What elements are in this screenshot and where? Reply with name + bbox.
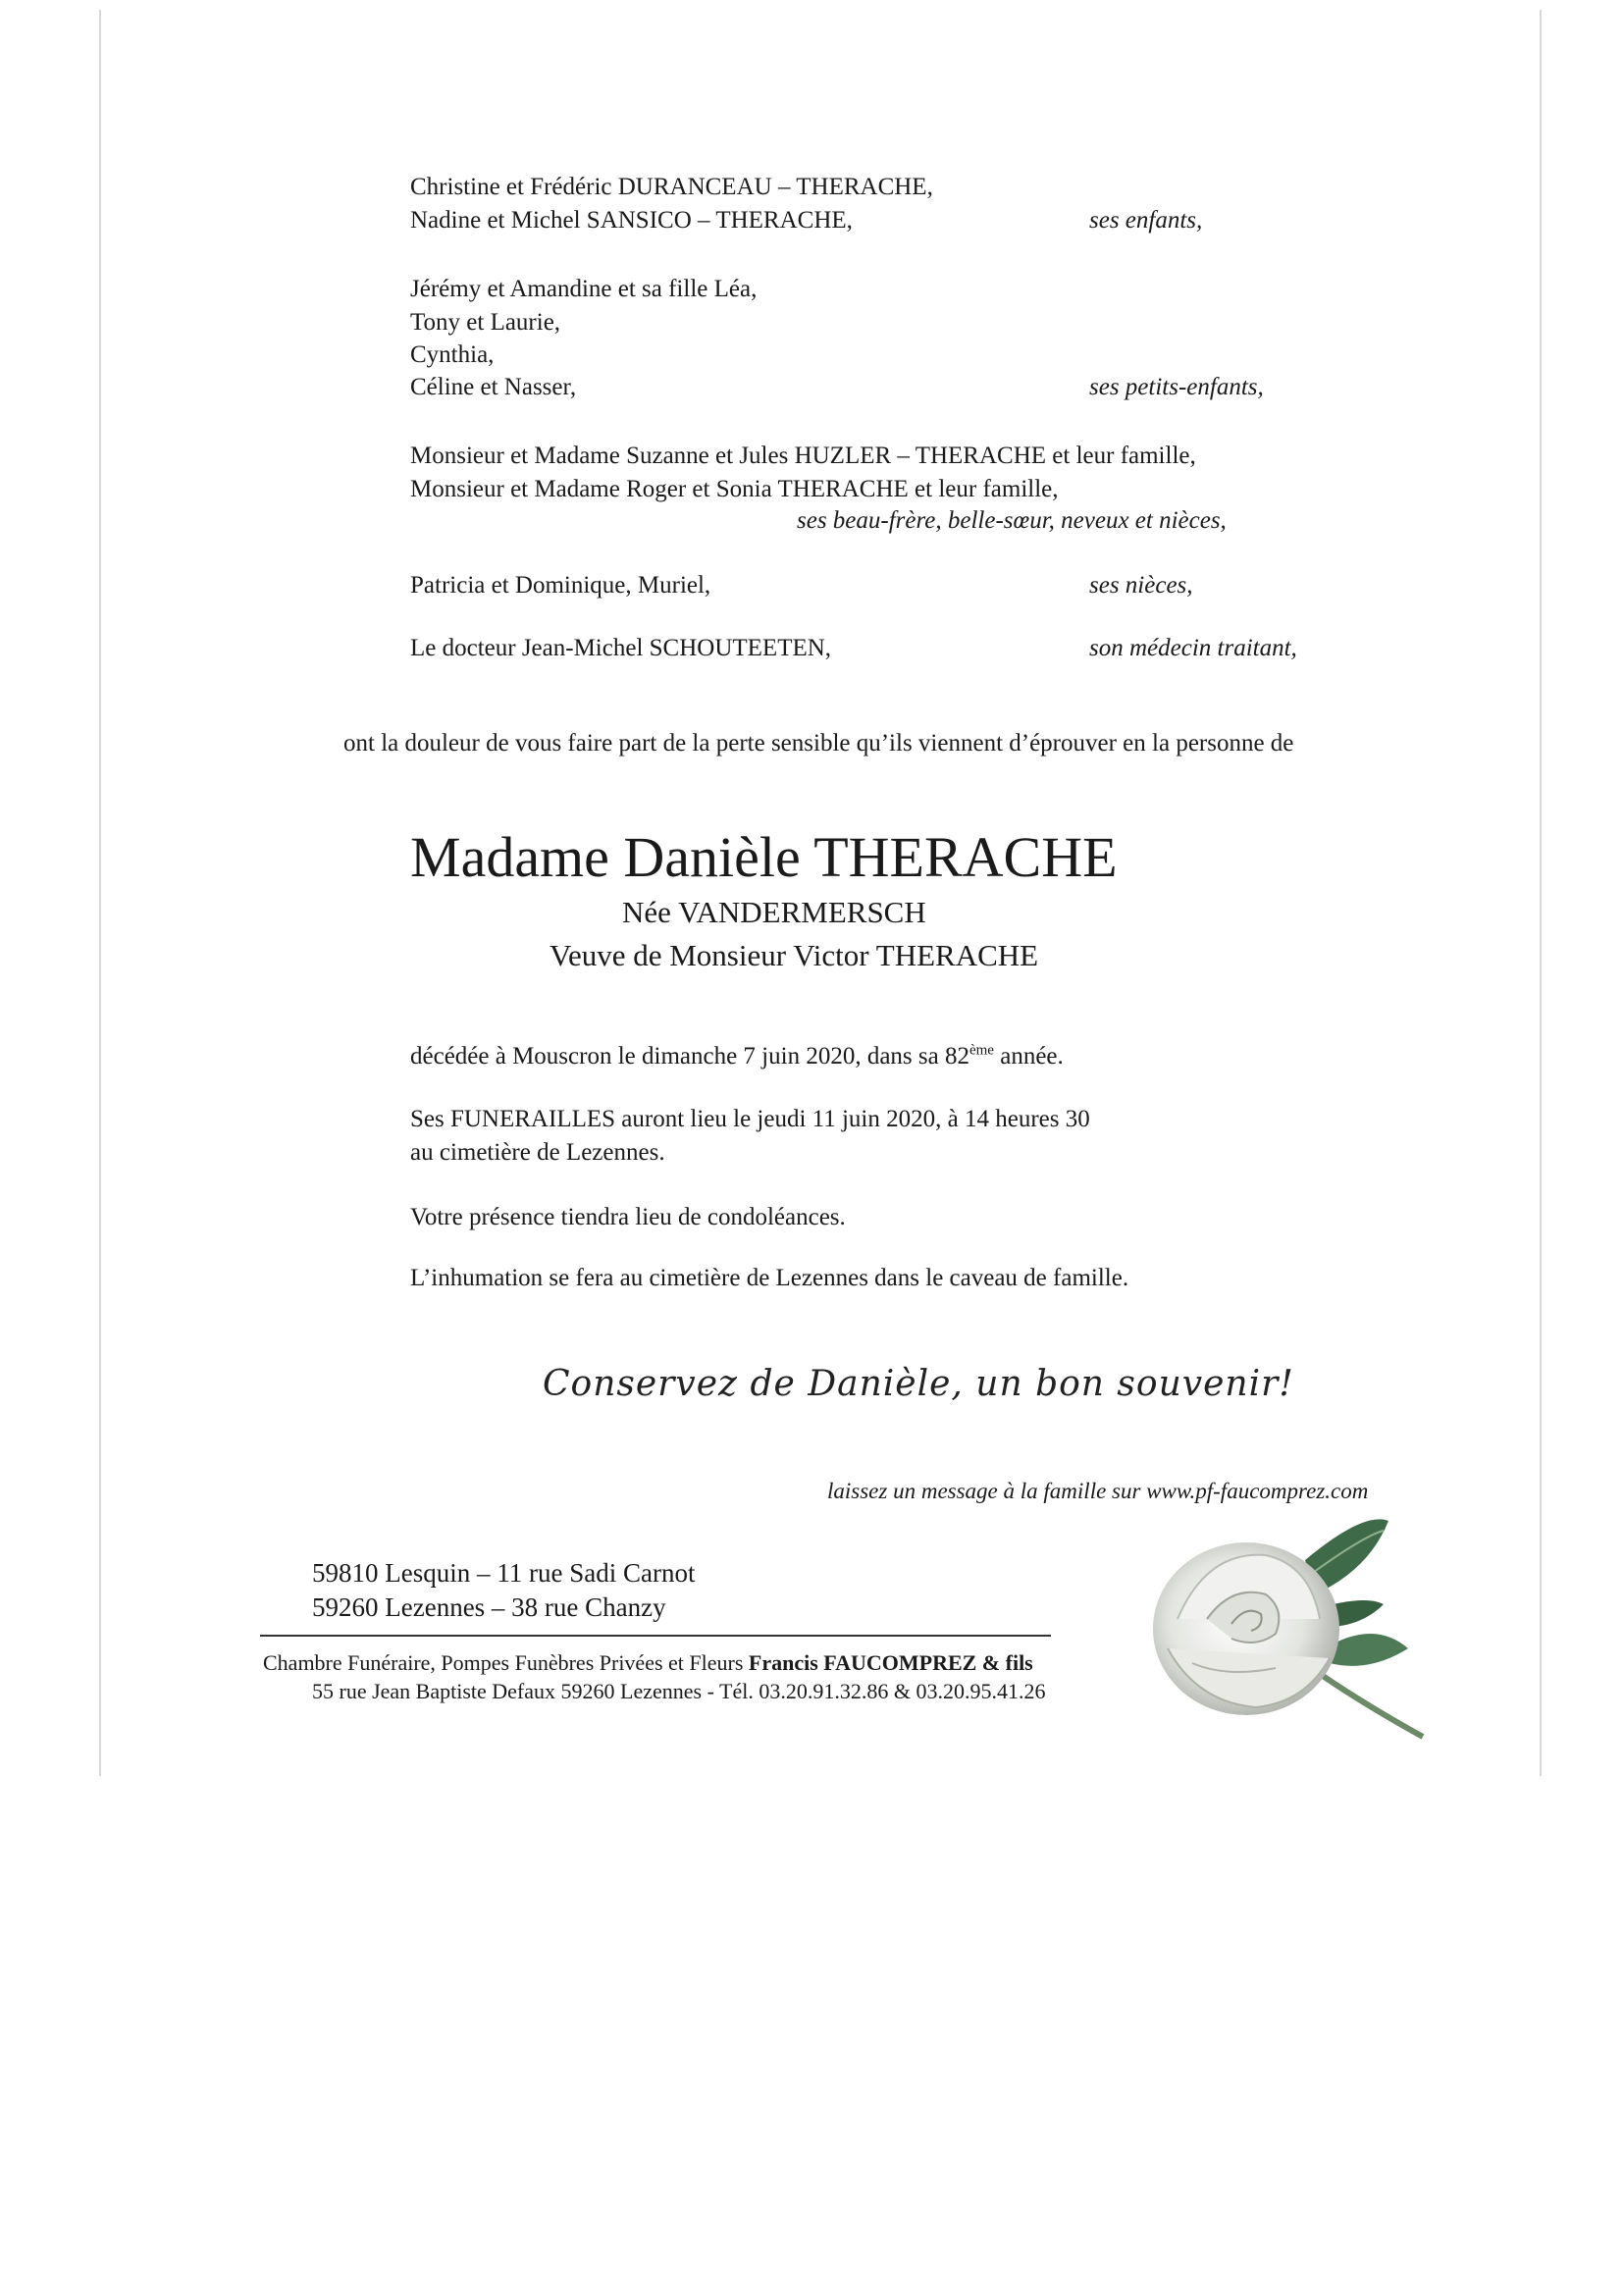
family-line-7: Monsieur et Madame Suzanne et Jules HUZLER – THERACHE et leur famille, (410, 443, 1196, 469)
family-line-1: Christine et Frédéric DURANCEAU – THERACHE, (410, 174, 933, 200)
funeral-line-2: au cimetière de Lezennes. (410, 1139, 665, 1166)
deceased-born: Née VANDERMERSCH (622, 895, 926, 929)
family-role-nieces: ses nièces, (1089, 572, 1193, 599)
family-role-grandchildren: ses petits-enfants, (1089, 374, 1264, 400)
family-line-10: Le docteur Jean-Michel SCHOUTEETEN, (410, 635, 832, 661)
deceased-name: Madame Danièle THERACHE (410, 825, 1118, 889)
death-notice (410, 1044, 1064, 1069)
footer-company-name: Francis FAUCOMPREZ & fils (748, 1650, 1033, 1675)
death-notice-text: décédée à Mouscron le dimanche 7 juin 2020, dans sa 82 (410, 1043, 969, 1070)
family-role-doctor: son médecin traitant, (1089, 635, 1297, 661)
address-lesquin: 59810 Lesquin – 11 rue Sadi Carnot (312, 1558, 696, 1588)
page-edge-left (99, 10, 101, 1776)
family-line-4: Tony et Laurie, (410, 309, 561, 336)
funeral-line-1: Ses FUNERAILLES auront lieu le jeudi 11 juin 2020, à 14 heures 30 (410, 1106, 1090, 1132)
family-role-in-laws: ses beau-frère, belle-sœur, neveux et nièces, (797, 507, 1227, 534)
family-line-2: Nadine et Michel SANSICO – THERACHE, (410, 207, 853, 234)
family-line-9: Patricia et Dominique, Muriel, (410, 572, 711, 599)
address-lezennes: 59260 Lezennes – 38 rue Chanzy (312, 1592, 666, 1622)
footer-company-text: Chambre Funéraire, Pompes Funèbres Privées et Fleurs (263, 1650, 749, 1675)
footer-contact: 55 rue Jean Baptiste Defaux 59260 Lezennes - Tél. 03.20.91.32.86 & 03.20.95.41.26 (312, 1679, 1046, 1703)
death-notice-end: année. (993, 1043, 1064, 1070)
presence-line: Votre présence tiendra lieu de condoléances. (410, 1204, 846, 1230)
footer-company (263, 1652, 1033, 1674)
white-rose-icon (1138, 1501, 1433, 1747)
footer-rule (260, 1635, 1051, 1637)
intro-text: ont la douleur de vous faire part de la perte sensible qu’ils viennent d’éprouver en la personne de (343, 730, 1294, 757)
family-line-6: Céline et Nasser, (410, 374, 577, 400)
death-notice-ordinal: ème (969, 1042, 994, 1059)
online-message: laissez un message à la famille sur www.pf-faucomprez.com (827, 1479, 1369, 1503)
deceased-widow: Veuve de Monsieur Victor THERACHE (550, 938, 1039, 972)
burial-line: L’inhumation se fera au cimetière de Lezennes dans le caveau de famille. (410, 1265, 1129, 1291)
script-souvenir: Conservez de Danièle, un bon souvenir! (543, 1364, 1294, 1404)
family-line-5: Cynthia, (410, 341, 495, 368)
family-line-3: Jérémy et Amandine et sa fille Léa, (410, 276, 758, 302)
family-line-8: Monsieur et Madame Roger et Sonia THERACHE et leur famille, (410, 476, 1059, 502)
page-edge-right (1540, 10, 1542, 1776)
family-role-children: ses enfants, (1089, 207, 1203, 234)
